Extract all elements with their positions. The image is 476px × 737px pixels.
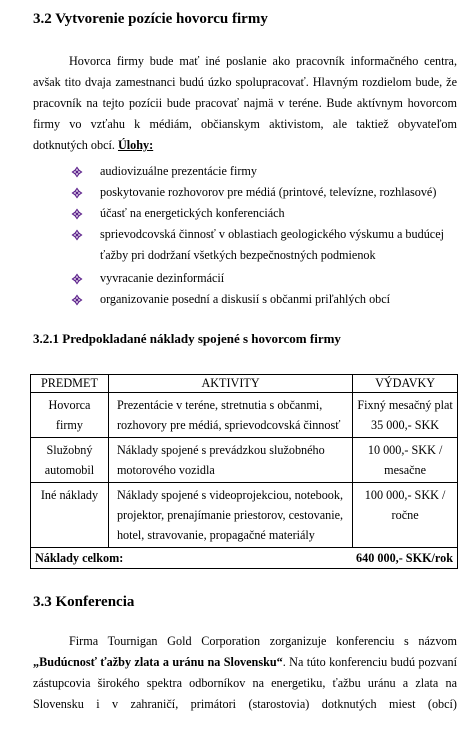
paragraph-line: . Na túto konferenciu budú pozvaní (282, 655, 457, 669)
section-heading: 3.2 Vytvorenie pozície hovorcu firmy (33, 11, 268, 27)
paragraph-line-last (33, 135, 457, 156)
cell-line: Prezentácie v teréne, stretnutia s občanmi, (116, 398, 323, 412)
table-row (31, 393, 458, 438)
bullet-text: ťažby pri dodržaní všetkých bezpečnostných podmienok (100, 248, 376, 262)
activity-cell (108, 393, 352, 438)
table-total-row (31, 548, 458, 569)
cell-line: Služobný (46, 443, 93, 457)
activity-cell (108, 438, 352, 483)
diamond-flower-bullet-icon (71, 166, 83, 178)
paragraph-line-title (33, 652, 457, 673)
cost-cell (353, 393, 458, 438)
cell-line: firmy (55, 418, 83, 432)
section-heading-conference: 3.3 Konferencia (33, 594, 135, 610)
total-cell (31, 548, 458, 569)
tasks-list (71, 161, 471, 311)
conference-paragraph (33, 631, 457, 715)
cell-line: rozhovory pre médiá, sprievodcovská činnosť (116, 418, 341, 432)
cell-line: mesačne (384, 463, 427, 477)
paragraph-line: firmy vo vzťahu k médiám, občianskym aktivistom, ale taktiež obyvateľom (33, 117, 457, 131)
cell-line: 35 000,- SKK (371, 418, 440, 432)
cell-line: motorového vozidla (116, 463, 215, 477)
conference-title: „Budúcnosť ťažby zlata a uránu na Slovensku“ (33, 655, 283, 669)
intro-paragraph (33, 51, 457, 156)
cell-line: Náklady spojené s prevádzkou služobného (116, 443, 325, 457)
costs-table (30, 374, 458, 569)
bullet-text: účasť na energetických konferenciách (100, 206, 285, 220)
cell-line: 10 000,- SKK / (367, 443, 443, 457)
table-row (31, 483, 458, 548)
paragraph-line: avšak tito dvaja zamestnanci budú úzko spolupracovať. Hlavným rozdielom bude, že (33, 75, 457, 89)
diamond-flower-bullet-icon (71, 187, 83, 199)
diamond-flower-bullet-icon (71, 294, 83, 306)
diamond-flower-bullet-icon (71, 208, 83, 220)
activity-cell (108, 483, 352, 548)
bullet-text: sprievodcovská činnosť v oblastiach geologického výskumu a budúcej (100, 227, 445, 241)
total-value: 640 000,- SKK/rok (356, 551, 453, 565)
tasks-label: Úlohy: (117, 138, 154, 152)
total-label: Náklady celkom: (35, 551, 124, 565)
cost-cell (353, 483, 458, 548)
cell-line: projektor, prenajímanie priestorov, cestovanie, (116, 508, 344, 522)
bullet-text: vyvracanie dezinformácií (100, 271, 225, 285)
bullet-text: poskytovanie rozhovorov pre médiá (printové, televízne, rozhlasové) (100, 185, 437, 199)
cell-line: Iné náklady (40, 488, 99, 502)
item-cell (31, 483, 109, 548)
header-cell: PREDMET (31, 375, 109, 393)
cost-cell (353, 438, 458, 483)
paragraph-line: Slovensku i v zahraničí, primátori (starostovia) dotknutých miest (obcí) (33, 697, 457, 711)
cell-line: Náklady spojené s videoprojekciou, notebook, (116, 488, 344, 502)
paragraph-line: Firma Tournigan Gold Corporation zorganizuje konferenciu s názvom (69, 634, 457, 648)
bullet-text: audiovizuálne prezentácie firmy (100, 164, 258, 178)
bullet-text: organizovanie posední a diskusií s občanmi priľahlých obcí (100, 292, 391, 306)
item-cell (31, 438, 109, 483)
table-header-row (31, 375, 458, 393)
subsection-heading: 3.2.1 Predpokladané náklady spojené s hovorcom firmy (33, 331, 341, 346)
cell-line: 100 000,- SKK / (364, 488, 446, 502)
cell-line: ročne (391, 508, 419, 522)
cell-line: automobil (44, 463, 95, 477)
diamond-flower-bullet-icon (71, 273, 83, 285)
paragraph-line: zástupcovia širokého spektra odborníkov na energetiku, ťažbu uránu a zlata na (33, 676, 457, 690)
paragraph-line: pracovník na tejto pozícii bude pracovať najmä v teréne. Bude aktívnym hovorcom (33, 96, 457, 110)
table-row (31, 438, 458, 483)
header-cell: AKTIVITY (108, 375, 352, 393)
diamond-flower-bullet-icon (71, 229, 83, 241)
header-cell: VÝDAVKY (353, 375, 458, 393)
item-cell (31, 393, 109, 438)
cell-line: Hovorca (48, 398, 91, 412)
cell-line: Fixný mesačný plat (357, 398, 453, 412)
cell-line: hotel, stravovanie, propagačné materiály (116, 528, 315, 542)
paragraph-line: Hovorca firmy bude mať iné poslanie ako pracovník informačného centra, (69, 54, 457, 68)
paragraph-line: dotknutých obcí. (33, 138, 115, 152)
